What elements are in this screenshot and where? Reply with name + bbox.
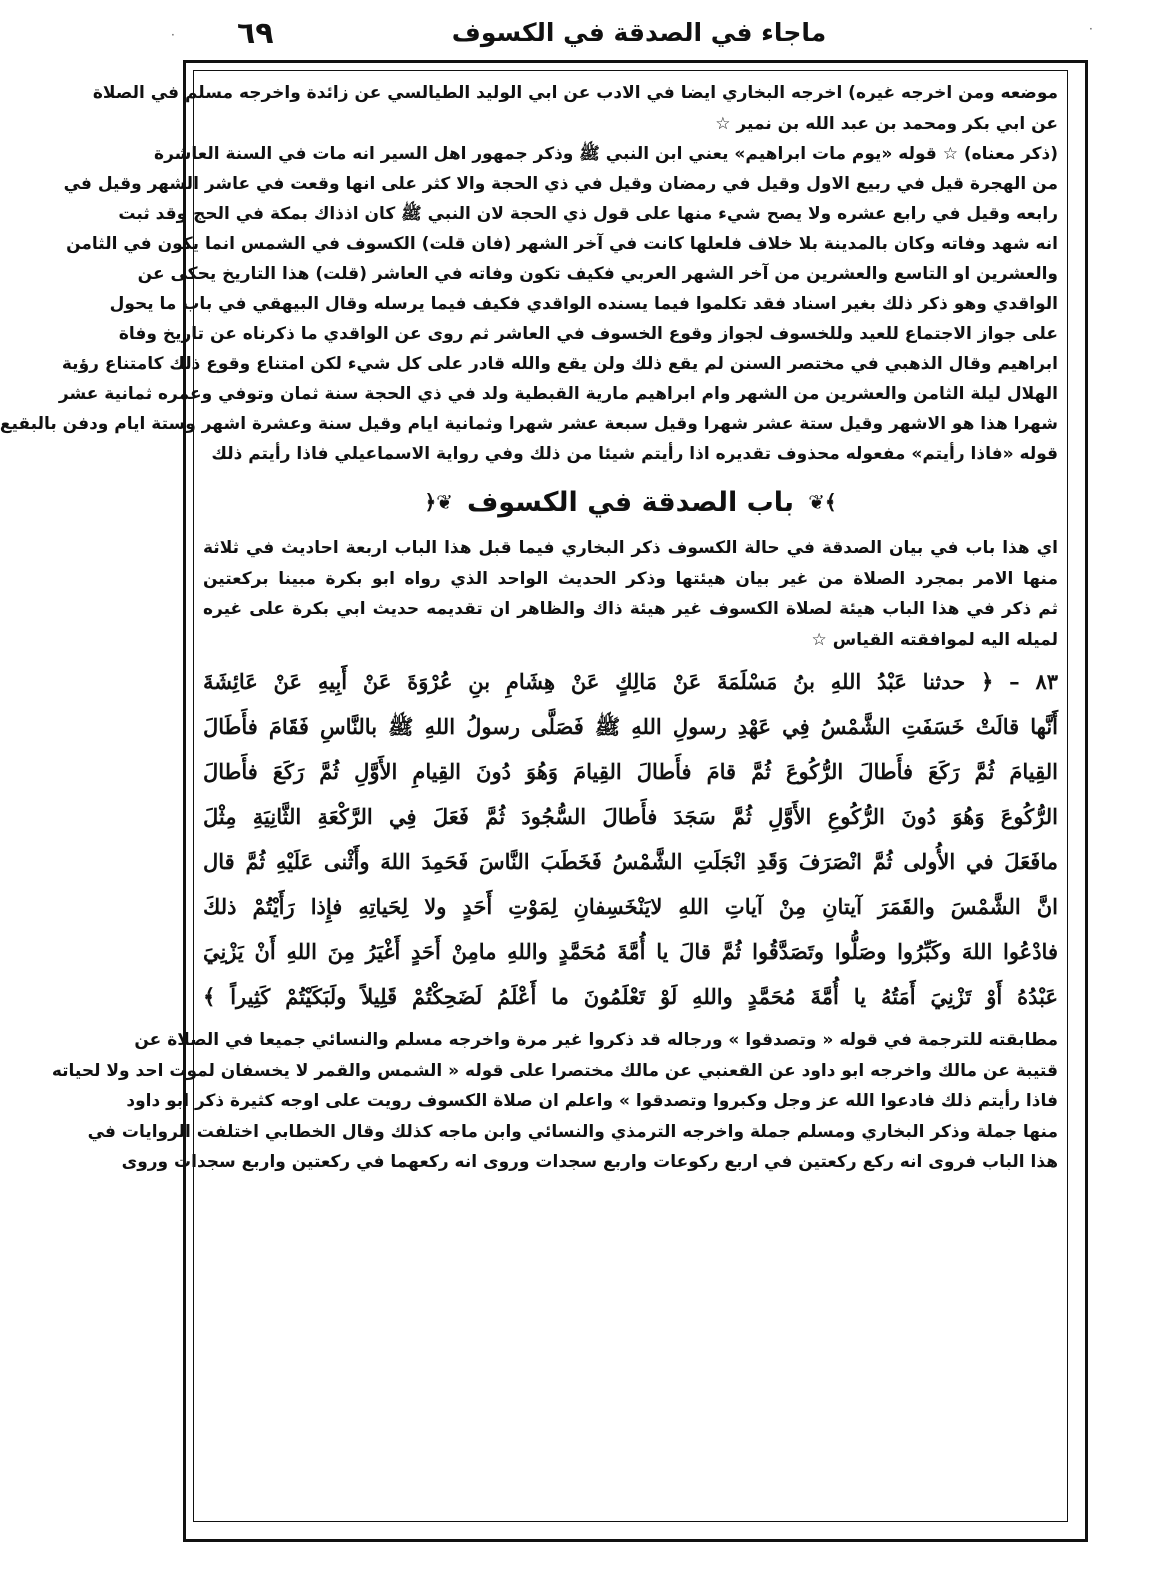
commentary-line: موضعه ومن اخرجه غيره) اخرجه البخاري ايضا في الادب عن ابي الوليد الطيالسي عن زائدة واخرجه مسلم في الصلاة [92, 83, 1058, 103]
commentary-block [92, 78, 1058, 139]
page-number: ٦٩ [237, 16, 274, 51]
chapter-intro-line: اي هذا باب في بيان الصدقة في حالة الكسوف ذكر البخاري فيما قبل هذا الباب اربعة احاديث في ثلاثة [203, 538, 1058, 558]
chapter-intro-line: لميله اليه لموافقته القياس ☆ [811, 629, 1058, 650]
ornament-left-icon: ❦﴿ [424, 490, 453, 514]
explanation-line: هذا الباب فروى انه ركع ركعتين في اربع ركوعات واربع سجدات وروى انه ركعهما في ركعتين واربع سجدات وروى [121, 1152, 1058, 1172]
explanation-line: فاذا رأيتم ذلك فادعوا الله عز وجل وكبروا وتصدقوا » واعلم ان صلاة الكسوف رويت على اوجه كثيرة ذكر ابو داود [126, 1091, 1058, 1111]
explanation-line: مطابقته للترجمة في قوله « وتصدقوا » ورجاله قد ذكروا غير مرة واخرجه مسلم والنسائي جميعا في الصلاة عن [134, 1030, 1058, 1050]
hadith-block [203, 659, 1058, 1019]
note-line: على جواز الاجتماع للعيد وللخسوف لجواز وقوع الخسوف في العاشر ثم روى عن الواقدي ما ذكرناه عن تاريخ وفاة [118, 324, 1058, 344]
explanation-line: منها جملة وذكر البخاري ومسلم جملة واخرجه الترمذي والنسائي وابن ماجه كذلك وقال الخطابي اختلفت الروايات في [87, 1121, 1058, 1142]
chapter-intro-block [203, 533, 1058, 655]
note-line: والعشرين او التاسع والعشرين من آخر الشهر العربي فكيف تكون وفاته في العاشر (قلت) هذا التاريخ يحكى عن [137, 264, 1058, 284]
note-block [0, 139, 1058, 469]
note-line: من الهجرة قيل في ربيع الاول وقيل في رمضان وقيل في ذي الحجة والا كثر على انها وقعت في عاشر الشهر وقيل في [63, 174, 1058, 194]
hadith-line: أَنَّها قالَتْ خَسَفَتِ الشَّمْسُ فِي عَهْدِ رسولِ اللهِ ﷺ فَصَلَّى رسولُ اللهِ ﷺ بالنَّاسِ فَقَامَ فأَطَالَ [203, 714, 1058, 739]
note-line: الواقدي وهو ذكر ذلك بغير اسناد فقد تكلموا فيما يسنده الواقدي فكيف فيما يرسله وقال البيهقي في باب ما يحول [109, 294, 1058, 314]
chapter-intro-line: منها الامر بمجرد الصلاة من غير بيان هيئتها وذكر الحديث الواحد الذي رواه ابو بكرة مبينا بركعتين [203, 568, 1058, 589]
note-line: (ذكر معناه) ☆ قوله «يوم مات ابراهيم» يعني ابن النبي ﷺ وذكر جمهور اهل السير انه مات في السنة العاشرة [154, 144, 1058, 164]
page-header [189, 12, 1089, 56]
hadith-line: انَّ الشَّمْسَ والقَمَرَ آيتانِ مِنْ آياتِ اللهِ لايَنْخَسِفانِ لِمَوْتِ أَحَدٍ ولا لِحَياتِهِ فإِذا رَأَيْتُمْ ذلكَ [203, 894, 1058, 919]
hadith-line: مافَعَلَ في الأُولى ثُمَّ انْصَرَفَ وَقَدِ انْجَلَتِ الشَّمْسُ فَخَطَبَ النَّاسَ فَحَمِدَ اللهَ وأَثْنى عَلَيْهِ ثُمَّ قال [203, 849, 1058, 874]
chapter-heading [203, 471, 1058, 533]
ornament-right-icon: ﴾❦ [808, 490, 837, 514]
chapter-intro-line: ثم ذكر في هذا الباب هيئة لصلاة الكسوف غير هيئة ذاك والظاهر ان تقديمه حديث ابي بكرة على غيره [203, 599, 1058, 619]
page-body [0, 78, 1058, 1518]
note-line: رابعه وقيل في رابع عشره ولا يصح شيء منها على قول ذي الحجة لان النبي ﷺ كان اذذاك بمكة في الحج وقد ثبت [118, 204, 1058, 224]
hadith-line: عَبْدُهُ أَوْ تَزْنِيَ أَمَتُهُ يا أُمَّةَ مُحَمَّدٍ واللهِ لَوْ تَعْلَمُونَ ما أَعْلَمُ لَضَحِكْتُمْ قَلِيلاً ولَبَكَيْتُمْ كَثِيراً ﴾ [203, 984, 1058, 1009]
chapter-title: باب الصدقة في الكسوف [466, 486, 795, 518]
hadith-line: القِيامَ ثُمَّ رَكَعَ فأَطالَ الرُّكُوعَ ثُمَّ قامَ فأَطالَ القِيامَ وَهُوَ دُونَ القِيامِ الأَوَّلِ ثُمَّ رَكَعَ فأَطالَ [203, 759, 1058, 784]
hadith-line: الرُّكُوعَ وَهُوَ دُونَ الرُّكُوعِ الأَوَّلِ ثُمَّ سَجَدَ فأَطالَ السُّجُودَ ثُمَّ فَعَلَ فِي الرَّكْعَةِ الثَّانِيَةِ مِثْلَ [203, 804, 1058, 829]
hadith-line: ٨٣ – ﴿ حدثنا عَبْدُ اللهِ بنُ مَسْلَمَةَ عَنْ مَالِكٍ عَنْ هِشَامِ بنِ عُرْوَةَ عَنْ أَبِيهِ عَنْ عَائِشَةَ [203, 669, 1058, 694]
note-line: ابراهيم وقال الذهبي في مختصر السنن لم يقع ذلك ولن يقع والله قادر على كل شيء لكن امتناع وقوع ذلك كامتناع رؤية [61, 354, 1058, 374]
note-line: انه شهد وفاته وكان بالمدينة بلا خلاف فلعلها كانت في آخر الشهر (فان قلت) الكسوف في الشمس انما يكون في الثامن [66, 234, 1058, 254]
scan-speck-icon: · [1089, 22, 1093, 36]
commentary-line: عن ابي بكر ومحمد بن عبد الله بن نمير ☆ [715, 113, 1058, 134]
running-title: ماجاء في الصدقة في الكسوف [451, 18, 827, 47]
scan-speck-icon: · [171, 28, 175, 42]
explanation-line: قتيبة عن مالك واخرجه ابو داود عن القعنبي عن مالك مختصرا على قوله « الشمس والقمر لا يخسفان لموت احد ولا لحياته [51, 1060, 1058, 1081]
hadith-line: فادْعُوا اللهَ وكَبِّرُوا وصَلُّوا وتَصَدَّقُوا ثُمَّ قالَ يا أُمَّةَ مُحَمَّدٍ واللهِ مامِنْ أَحَدٍ أَغْيَرُ مِنَ اللهِ أَنْ يَزْنِيَ [203, 939, 1058, 964]
note-line: شهرا هذا هو الاشهر وقيل ستة عشر شهرا وقيل سبعة عشر شهرا وثمانية ايام وقيل سنة وعشرة اشهر وستة ايام ودفن بالبقيع [0, 414, 1058, 434]
explanation-block [51, 1025, 1058, 1178]
note-line: الهلال ليلة الثامن والعشرين من الشهر وام ابراهيم مارية القبطية ولد في ذي الحجة سنة ثمان وتوفي وعمره ثمانية عشر [58, 384, 1058, 404]
note-line: قوله «فاذا رأيتم» مفعوله محذوف تقديره اذا رأيتم شيئا من ذلك وفي رواية الاسماعيلي فاذا رأيتم ذلك [211, 444, 1058, 464]
